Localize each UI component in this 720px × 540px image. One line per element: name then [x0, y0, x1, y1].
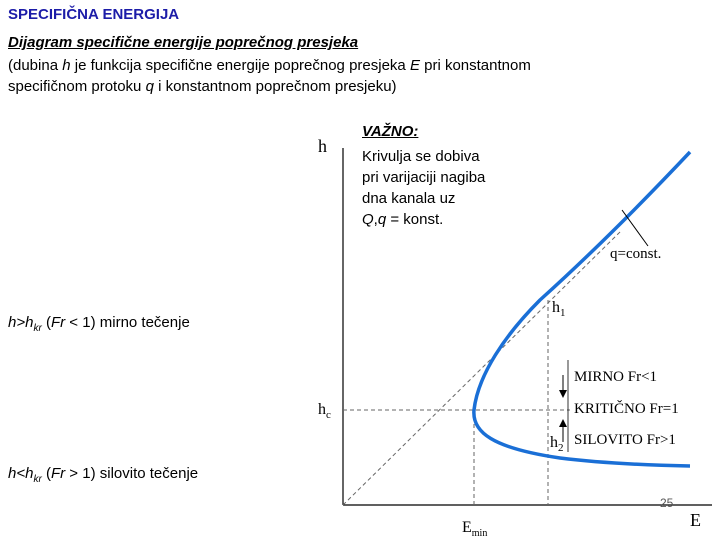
page-number: 25 — [660, 496, 674, 510]
e-equals-h-line — [343, 230, 622, 505]
note-line-3: dna kanala uz — [362, 190, 456, 207]
note-line-4: Q,q = konst. — [362, 211, 444, 228]
specific-energy-curve — [474, 152, 690, 466]
description-line-1: (dubina h je funkcija specifične energije poprečnog presjeka E pri konstantnom — [8, 57, 531, 74]
supercritical-flow-label: $h<h_{kr}$ (Fr > 1) silovito tečenje — [8, 465, 199, 485]
mirno-label: MIRNO Fr<1 — [574, 369, 658, 385]
description-line-2: specifičnom protoku q i konstantnom poprečnom presjeku) — [8, 78, 397, 95]
h2-label: $h_2$ — [550, 434, 564, 454]
hc-label: $h_c$ — [318, 401, 331, 421]
emin-label: $E_{min}$ — [462, 519, 488, 539]
q-const-pointer — [622, 210, 648, 246]
diagram-subtitle: Dijagram specifične energije poprečnog presjeka — [8, 34, 359, 51]
subcritical-flow-label: $h>h_{kr}$ (Fr < 1) mirno tečenje — [8, 314, 190, 334]
h-axis-label: h — [318, 136, 327, 156]
e-axis-label: E — [690, 510, 701, 530]
silovito-label: SILOVITO Fr>1 — [574, 432, 676, 448]
note-line-1: Krivulja se dobiva — [362, 148, 480, 165]
kriticno-label: KRITIČNO Fr=1 — [574, 401, 679, 417]
h1-label: $h_1$ — [552, 299, 566, 319]
note-line-2: pri varijaciji nagiba — [362, 169, 486, 186]
q-const-label: q=const. — [610, 246, 662, 262]
page-title: SPECIFIČNA ENERGIJA — [8, 6, 180, 23]
note-heading: VAŽNO: — [362, 123, 419, 140]
